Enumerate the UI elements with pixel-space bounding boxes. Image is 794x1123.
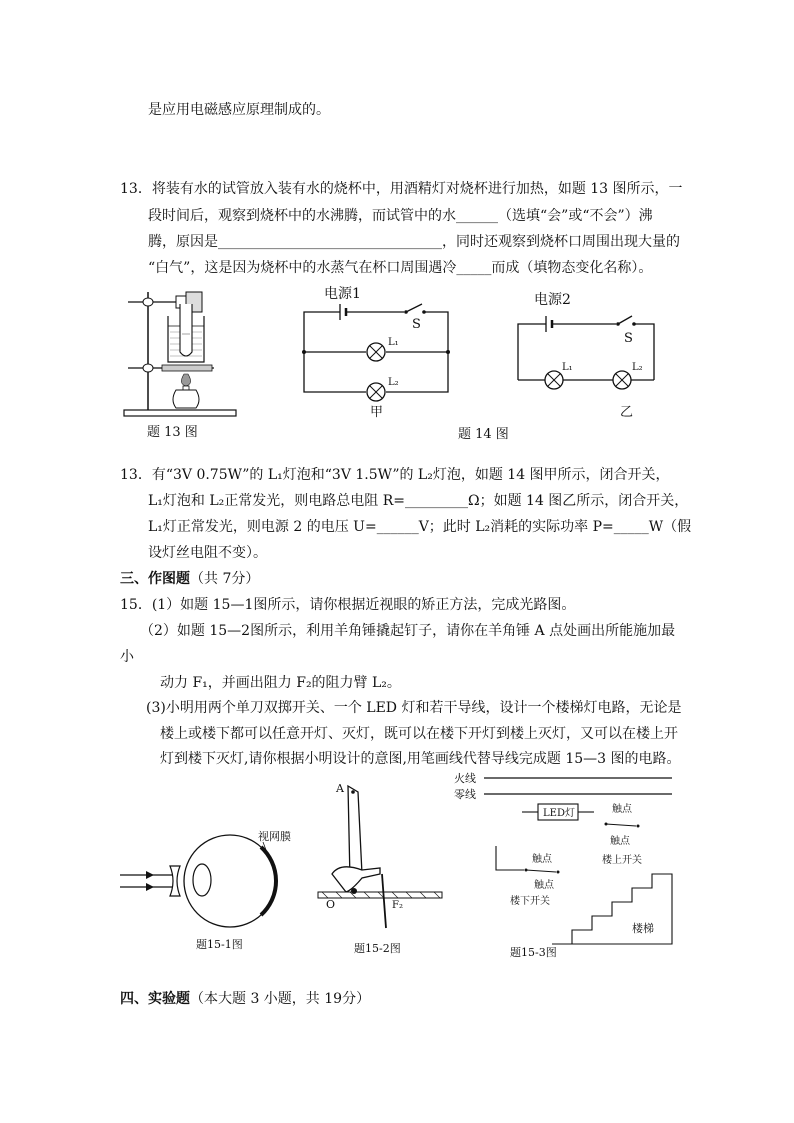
stairs-label: 楼梯 — [632, 922, 654, 935]
switch-label: S — [412, 317, 421, 332]
question-13-line: 13．将装有水的试管放入装有水的烧杯中，用酒精灯对烧杯进行加热，如题 13 图所示，一 — [120, 181, 683, 197]
question-13-line: 腾，原因是________________________________，同时还观察到烧杯口周围出现大量的 — [148, 234, 680, 250]
figure-14-circuit-yi — [512, 290, 662, 420]
question-15-line: 灯到楼下灭灯,请你根据小明设计的意图,用笔画线代替导线完成题 15—3 图的电路。 — [160, 751, 681, 767]
led-lamp-label: LED灯 — [543, 808, 575, 819]
question-13b-line: L₁灯泡和 L₂正常发光，则电路总电阻 R=_________Ω；如题 14 图乙所示，闭合开关， — [148, 493, 689, 509]
point-o-label: O — [326, 898, 336, 911]
lamp-l1-label: L₁ — [562, 362, 573, 373]
figure-15-3-caption: 题15-3图 — [510, 946, 557, 959]
question-15-line: 楼上或楼下都可以任意开灯、灭灯，既可以在楼下开灯到楼上灭灯，又可以在楼上开 — [160, 726, 678, 742]
question-13-line: 段时间后，观察到烧杯中的水沸腾，而试管中的水______（选填“会”或“不会”）沸 — [148, 208, 653, 224]
circuit-jia-label: 甲 — [370, 405, 384, 420]
figure-14-caption: 题 14 图 — [458, 427, 509, 442]
power-source-2-label: 电源2 — [534, 292, 571, 308]
question-15-line: 动力 F₁，并画出阻力 F₂的阻力臂 L₂。 — [160, 675, 401, 691]
upstairs-switch-label: 楼上开关 — [602, 855, 642, 866]
figure-14-circuit-jia — [296, 282, 461, 422]
question-13-line: “白气”，这是因为烧杯中的水蒸气在杯口周围遇冷_____而成（填物态变化名称）。 — [148, 260, 653, 276]
question-15-line: (3)小明用两个单刀双掷开关、一个 LED 灯和若干导线，设计一个楼梯灯电路，无论是 — [146, 700, 682, 716]
figure-15-2-caption: 题15-2图 — [354, 942, 401, 955]
figure-15-1-caption: 题15-1图 — [196, 938, 243, 951]
lamp-l2-label: L₂ — [388, 377, 399, 388]
switch-label: S — [624, 331, 633, 346]
figure-13-caption: 题 13 图 — [147, 425, 198, 440]
text-line: 是应用电磁感应原理制成的。 — [148, 102, 330, 118]
contact-label: 触点 — [532, 854, 552, 865]
section-3-note: （共 7分） — [190, 571, 260, 587]
figure-15-2-hammer — [316, 780, 446, 940]
question-13b-line: 设灯丝电阻不变）。 — [148, 545, 267, 561]
figure-13-apparatus — [122, 288, 242, 440]
downstairs-switch-label: 楼下开关 — [510, 896, 550, 907]
section-4-title: 四、实验题 — [120, 991, 190, 1007]
question-13b-line: L₁灯正常发光，则电源 2 的电压 U=______V；此时 L₂消耗的实际功率 P=_____W（假 — [148, 519, 692, 535]
contact-label: 触点 — [610, 836, 630, 847]
section-4-heading — [120, 990, 370, 1008]
lamp-l2-label: L₂ — [632, 362, 643, 373]
question-15-line: 15．(1）如题 15—1图所示，请你根据近视眼的矫正方法，完成光路图。 — [120, 597, 576, 613]
force-f2-label: F₂ — [392, 900, 403, 911]
contact-label: 触点 — [534, 880, 554, 891]
retina-label: 视网膜 — [258, 830, 291, 843]
live-wire-label: 火线 — [454, 772, 476, 785]
power-source-1-label: 电源1 — [324, 286, 361, 302]
contact-label: 触点 — [612, 804, 632, 815]
question-15-line: 小 — [120, 649, 134, 665]
question-15-line: （2）如题 15—2图所示，利用羊角锤撬起钉子，请你在羊角锤 A 点处画出所能施加最 — [140, 623, 676, 639]
section-3-heading — [120, 570, 259, 588]
section-3-title: 三、作图题 — [120, 571, 190, 587]
lamp-l1-label: L₁ — [388, 337, 399, 348]
circuit-yi-label: 乙 — [620, 405, 634, 420]
question-13b-line: 13．有“3V 0.75W”的 L₁灯泡和“3V 1.5W”的 L₂灯泡，如题 14 图甲所示，闭合开关， — [120, 467, 670, 483]
figure-15-3-stair-circuit — [452, 768, 674, 958]
section-4-note: （本大题 3 小题，共 19分） — [190, 991, 371, 1007]
point-a-label: A — [336, 782, 344, 795]
neutral-wire-label: 零线 — [454, 788, 476, 801]
